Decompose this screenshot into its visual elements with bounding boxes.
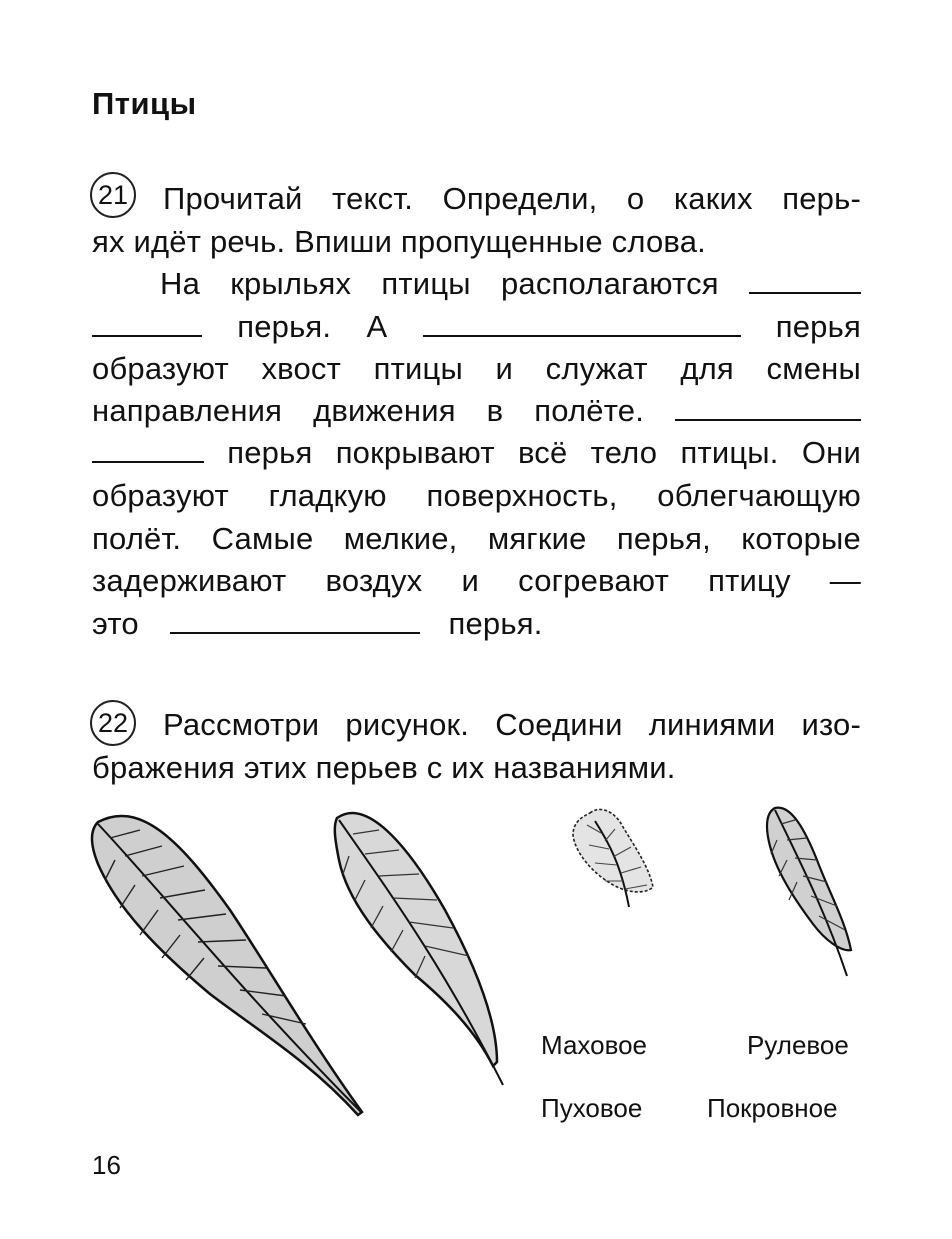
word: мелкие, <box>343 521 458 556</box>
word: полёте. <box>534 393 645 428</box>
word: движения <box>313 393 456 428</box>
task21-text-line8 <box>92 480 861 511</box>
task-number-22: 22 <box>90 700 136 746</box>
task21-text-line10 <box>92 565 861 596</box>
word: направления <box>92 393 283 428</box>
word: изо- <box>801 707 861 742</box>
word: Они <box>801 435 861 470</box>
word: гладкую <box>268 478 387 513</box>
word: которые <box>741 521 861 556</box>
task21-text-line4 <box>92 311 861 342</box>
word: задерживают <box>92 563 287 598</box>
word: смены <box>766 351 861 386</box>
contour-feather-image[interactable] <box>325 800 515 1090</box>
page-number: 16 <box>92 1150 121 1180</box>
word: текст. <box>332 181 414 216</box>
answer-blank-2[interactable] <box>423 333 741 337</box>
task21-text-line3 <box>160 268 861 299</box>
word: поверхность, <box>426 478 618 513</box>
word: птицы <box>373 351 463 386</box>
word: хвост <box>261 351 342 386</box>
word: птицы. <box>680 435 779 470</box>
word: образуют <box>92 351 229 386</box>
task21-text-line9 <box>92 523 861 554</box>
word: о <box>626 181 645 216</box>
task-number-21: 21 <box>90 172 136 218</box>
down-feather-image[interactable] <box>565 803 660 913</box>
word: и <box>461 563 480 598</box>
word: крыльях <box>230 266 352 301</box>
word: А <box>366 309 388 344</box>
task22-heading-line2: бражения этих перьев с их названиями. <box>92 750 676 785</box>
word: для <box>680 351 734 386</box>
word: располагаются <box>500 266 719 301</box>
word: птицу <box>708 563 791 598</box>
answer-blank-3[interactable] <box>675 417 861 421</box>
word: перья <box>775 309 861 344</box>
word: мягкие <box>487 521 587 556</box>
word: линиями <box>648 707 776 742</box>
label-puhovoe[interactable]: Пуховое <box>541 1093 643 1123</box>
word: каких <box>673 181 753 216</box>
word: Соедини <box>495 707 623 742</box>
word: Определи, <box>442 181 598 216</box>
task21-heading-line1 <box>163 183 861 214</box>
word: тело <box>590 435 658 470</box>
answer-blank-3-cont[interactable] <box>92 459 204 463</box>
task21-text-line7 <box>92 437 861 468</box>
task22-heading-line1 <box>163 709 861 740</box>
word: облегчающую <box>657 478 861 513</box>
section-title: Птицы <box>92 86 197 121</box>
task21-text-line6 <box>92 395 861 426</box>
answer-blank-1[interactable] <box>749 290 861 294</box>
answer-blank-1-cont[interactable] <box>92 333 202 337</box>
word: служат <box>545 351 648 386</box>
word: На <box>160 266 201 301</box>
task21-heading-line2: ях идёт речь. Впиши пропущенные слова. <box>92 224 706 259</box>
word: воздух <box>325 563 423 598</box>
label-pokrovnoe[interactable]: Покровное <box>707 1093 838 1123</box>
label-rulevoe[interactable]: Рулевое <box>747 1030 849 1060</box>
word: перья, <box>616 521 711 556</box>
tail-feather-image[interactable] <box>755 800 865 980</box>
word: всё <box>517 435 568 470</box>
word: птицы <box>381 266 471 301</box>
word: образуют <box>92 478 229 513</box>
word: в <box>486 393 504 428</box>
word: перья <box>227 435 313 470</box>
word: это <box>92 606 139 641</box>
task21-text-line11 <box>92 608 543 639</box>
word: перья. <box>448 606 543 641</box>
word: Самые <box>211 521 314 556</box>
word: покрывают <box>335 435 495 470</box>
answer-blank-4[interactable] <box>170 630 420 634</box>
word: перья. <box>237 309 332 344</box>
word: рисунок. <box>345 707 470 742</box>
word: перь- <box>782 181 861 216</box>
word: и <box>495 351 514 386</box>
word: согревают <box>518 563 669 598</box>
word: — <box>829 563 861 598</box>
task21-text-line5 <box>92 353 861 384</box>
word: полёт. <box>92 521 182 556</box>
word: Рассмотри <box>163 707 320 742</box>
word: Прочитай <box>163 181 303 216</box>
label-mahovoe[interactable]: Маховое <box>541 1030 648 1060</box>
